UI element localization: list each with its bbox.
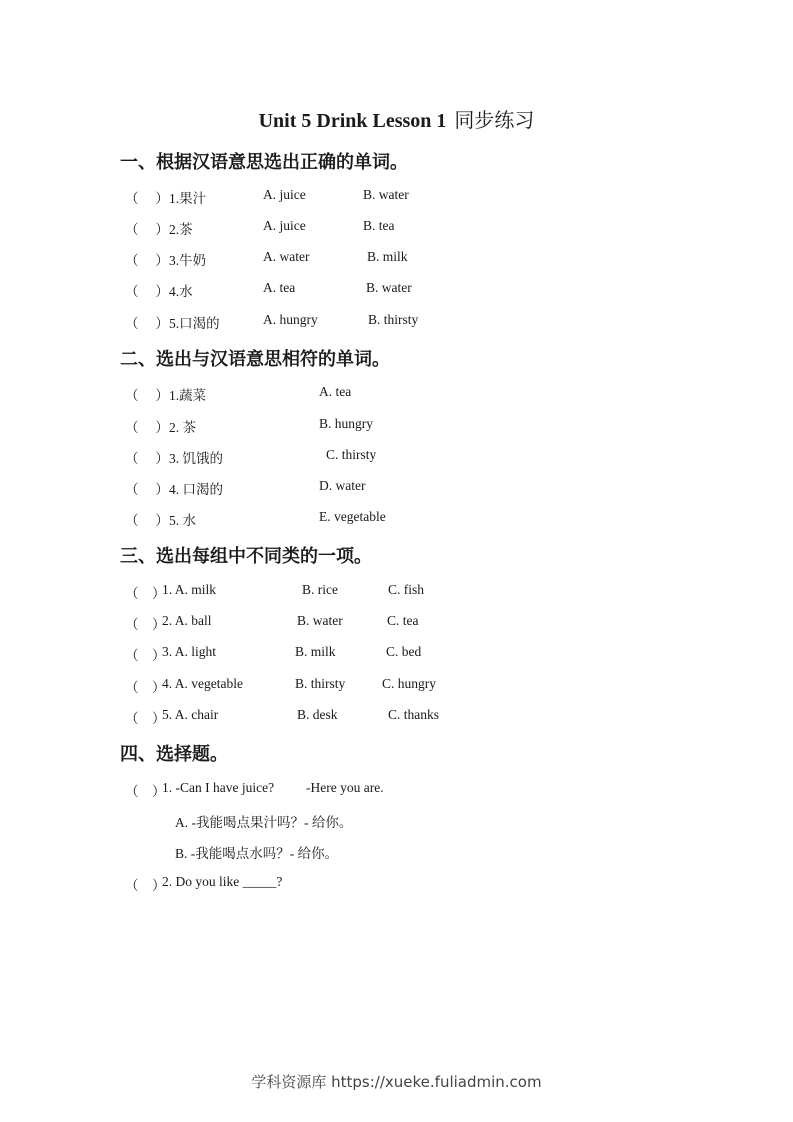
question-text: 1.果汁	[169, 191, 207, 206]
question-text: 3.牛奶	[169, 253, 207, 268]
question-text: 5.口渴的	[169, 316, 220, 331]
option-text: C. thirsty	[326, 447, 377, 462]
footer-watermark: 学科资源库 https://xueke.fuliadmin.com	[251, 1073, 542, 1091]
answer-blank: （ ）	[125, 711, 166, 726]
answer-blank: （ ）	[125, 482, 169, 497]
question-text: 4.水	[169, 284, 193, 299]
question-text: 2. Do you like _____?	[162, 874, 283, 889]
title-en: Unit 5 Drink Lesson 1	[258, 110, 447, 132]
page-title	[0, 104, 793, 133]
option-a: 3. A. light	[162, 644, 217, 659]
option-a: A. hungry	[263, 312, 318, 327]
question-text: 4. 口渴的	[169, 482, 223, 497]
s4-q1-option-b: B. -我能喝点水吗？- 给你。	[175, 846, 339, 861]
answer-blank: （ ）	[125, 680, 166, 695]
question-text: 2.茶	[169, 222, 193, 237]
option-text: A. tea	[319, 384, 352, 399]
option-c: C. bed	[386, 644, 422, 659]
option-b: B. water	[363, 187, 409, 202]
question-text: 1. -Can I have juice?	[162, 780, 275, 795]
question-text: 5. 水	[169, 513, 196, 528]
reply-text: -Here you are.	[306, 780, 384, 795]
option-b: B. water	[366, 280, 412, 295]
answer-blank: （ ）	[125, 284, 169, 299]
option-a: A. juice	[263, 218, 306, 233]
option-text: D. water	[319, 478, 366, 493]
s4-q1-option-a: A. -我能喝点果汁吗？- 给你。	[175, 815, 353, 830]
question-text: 3. 饥饿的	[169, 451, 223, 466]
answer-blank: （ ）	[125, 617, 166, 632]
title-cn: 同步练习	[454, 108, 535, 132]
option-c: C. tea	[387, 613, 419, 628]
question-text: 2. 茶	[169, 420, 196, 435]
section3-heading: 三、选出每组中不同类的一项。	[120, 546, 372, 567]
answer-blank: （ ）	[125, 513, 169, 528]
option-a: 1. A. milk	[162, 582, 217, 597]
option-c: C. fish	[388, 582, 425, 597]
option-a: A. juice	[263, 187, 306, 202]
section2-heading: 二、选出与汉语意思相符的单词。	[120, 349, 390, 370]
option-b: B. thirsty	[295, 676, 346, 691]
option-a: 4. A. vegetable	[162, 676, 243, 691]
option-b: B. rice	[302, 582, 338, 597]
answer-blank: （ ）	[125, 784, 166, 799]
option-b: B. milk	[367, 249, 408, 264]
option-a: 2. A. ball	[162, 613, 212, 628]
answer-blank: （ ）	[125, 648, 166, 663]
option-b: B. water	[297, 613, 343, 628]
option-c: C. thanks	[388, 707, 440, 722]
option-a: A. tea	[263, 280, 296, 295]
answer-blank: （ ）	[125, 451, 169, 466]
answer-blank: （ ）	[125, 253, 169, 268]
option-a: 5. A. chair	[162, 707, 219, 722]
answer-blank: （ ）	[125, 191, 169, 206]
answer-blank: （ ）	[125, 878, 166, 893]
option-text: B. hungry	[319, 416, 373, 431]
option-b: B. tea	[363, 218, 395, 233]
question-text: 1.蔬菜	[169, 388, 207, 403]
option-b: B. thirsty	[368, 312, 419, 327]
answer-blank: （ ）	[125, 222, 169, 237]
answer-blank: （ ）	[125, 586, 166, 601]
answer-blank: （ ）	[125, 388, 169, 403]
option-c: C. hungry	[382, 676, 436, 691]
section1-heading: 一、根据汉语意思选出正确的单词。	[120, 152, 408, 173]
option-a: A. water	[263, 249, 310, 264]
answer-blank: （ ）	[125, 316, 169, 331]
option-text: E. vegetable	[319, 509, 386, 524]
option-b: B. milk	[295, 644, 336, 659]
answer-blank: （ ）	[125, 420, 169, 435]
option-b: B. desk	[297, 707, 338, 722]
section4-heading: 四、选择题。	[120, 744, 228, 765]
